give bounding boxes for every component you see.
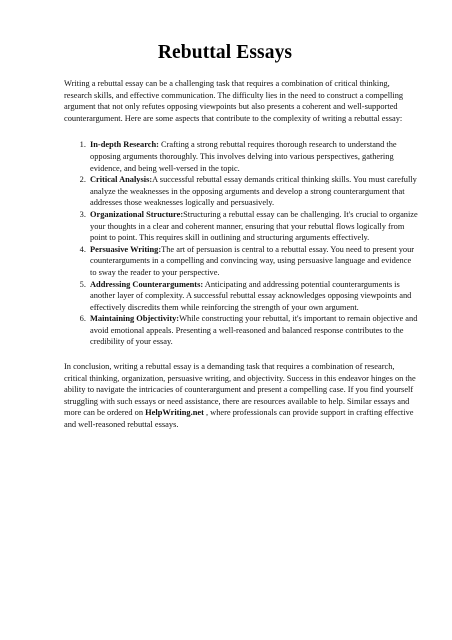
item-heading: Persuasive Writing: <box>90 244 162 254</box>
item-text: A successful rebuttal essay demands critical thinking skills. You must carefully analyze the weaknesses in the opposing arguments and develop a strong counterargument that addresses those weaknesses logically and persuasively. <box>90 175 417 208</box>
brand-name: HelpWriting.net <box>145 408 204 418</box>
list-item <box>88 244 418 279</box>
conclusion-paragraph <box>64 361 418 431</box>
aspects-list <box>64 139 418 348</box>
item-text: The art of persuasion is central to a rebuttal essay. You need to present your counterarguments in a compelling and convincing way, using persuasive language and evidence to sway the reader to your perspective. <box>90 244 415 277</box>
item-text: Structuring a rebuttal essay can be challenging. It's crucial to organize your thoughts in a clear and coherent manner, ensuring that your rebuttal flows logically from point to point. This requires skill in outlining and structuring arguments effectively. <box>90 209 418 243</box>
item-heading: Organizational Structure: <box>90 209 184 219</box>
item-heading: Critical Analysis: <box>90 175 153 185</box>
conclusion-text: In conclusion, writing a rebuttal essay is a demanding task that requires a combination of research, critical thinking, organization, persuasive writing, and objectivity. Success in this endeavor hinges on the ability to navigate the intricacies of counterargument and present a compelling case. If you find yourself struggling with such essays or need assistance, there are resources available to help. Similar essays and more can be ordered on <box>64 362 416 418</box>
list-item <box>88 174 418 209</box>
item-heading: In-depth Research: <box>90 140 159 150</box>
intro-paragraph: Writing a rebuttal essay can be a challenging task that requires a combination of critical thinking, research skills, and effective communication. The difficulty lies in the need to construct a compelling argument that not only refutes opposing viewpoints but also presents a coherent and well-supported counterargument. Here are some aspects that contribute to the complexity of writing a rebuttal essay: <box>64 79 404 123</box>
item-heading: Addressing Counterarguments: <box>90 279 204 289</box>
document-title: Rebuttal Essays <box>157 42 293 63</box>
item-heading: Maintaining Objectivity: <box>90 314 180 324</box>
item-text: Anticipating and addressing potential counterarguments is another layer of complexity. A successful rebuttal essay acknowledges opposing viewpoints and effectively discredits them while reinforcing the strength of your own argument. <box>90 279 412 312</box>
conclusion-text-end: , where professionals can provide support in crafting effective and well-reasoned rebuttal essays. <box>64 408 414 430</box>
list-item <box>88 279 418 314</box>
list-item <box>88 313 418 348</box>
item-text: While constructing your rebuttal, it's important to remain objective and avoid emotional appeals. Presenting a well-reasoned and balanced response contributes to the credibility of your essay. <box>90 314 418 347</box>
list-item <box>88 139 418 174</box>
list-item <box>88 209 418 244</box>
item-text: Crafting a strong rebuttal requires thorough research to understand the opposing arguments thoroughly. This involves delving into various perspectives, gathering evidence, and being well-versed in the topic. <box>90 140 397 173</box>
